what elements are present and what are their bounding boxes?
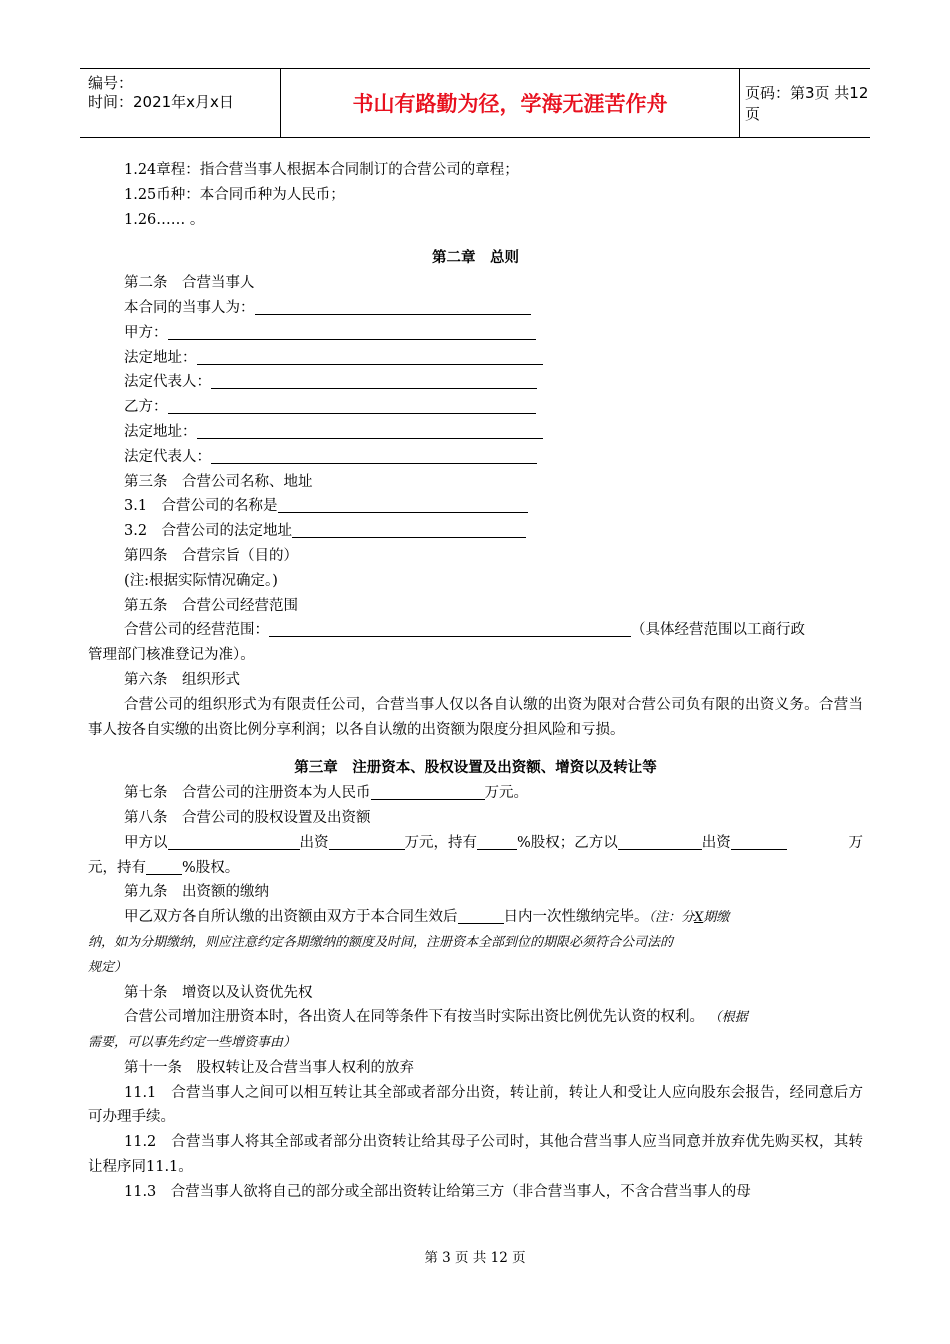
article-2-parties-line: 本合同的当事人为：: [88, 296, 863, 321]
document-number-label: 编号：: [88, 74, 134, 92]
clause-1-25: 1.25币种：本合同币种为人民币；: [124, 186, 345, 203]
blank-field[interactable]: [168, 398, 536, 414]
article-8-line-1: 甲方以 出资 万元，持有 %股权；乙方以 出资 万: [124, 834, 863, 851]
article-10-title: 第十条 增资以及认资优先权: [124, 984, 313, 1001]
article-4-note: (注:根据实际情况确定。): [124, 572, 278, 589]
page-header: [80, 68, 870, 138]
clause-1-24: 1.24章程：指合营当事人根据本合同制订的合营公司的章程；: [124, 162, 519, 178]
blank-field[interactable]: [618, 834, 702, 850]
article-10-line-1: 合营公司增加注册资本时，各出资人在同等条件下有按当时实际出资比例优先认资的权利。 （根据: [124, 1009, 748, 1026]
blank-field[interactable]: [168, 324, 536, 340]
clause-3-1: 3.1 合营公司的名称是: [88, 494, 863, 519]
blank-field[interactable]: [255, 299, 531, 315]
blank-field[interactable]: [211, 373, 537, 389]
article-5-scope-line: 合营公司的经营范围： （具体经营范围以工商行政: [124, 622, 805, 639]
article-2-title: 第二条 合营当事人: [124, 275, 255, 292]
article-9-note-line-2: 纳，如为分期缴纳，则应注意约定各期缴纳的额度及时间，注册资本全部到位的期限必须符合公司法的: [88, 934, 674, 950]
clause-3-2: 3.2 合营公司的法定地址: [88, 519, 863, 544]
party-b-address-line: 法定地址：: [88, 420, 863, 445]
document-time-label: 时间：2021年x月x日: [88, 93, 234, 111]
party-a-line: 甲方：: [88, 321, 863, 346]
blank-field[interactable]: [197, 349, 543, 365]
blank-field[interactable]: [168, 834, 300, 850]
party-b-line: 乙方：: [88, 395, 863, 420]
clause-11-2: 11.2 合营当事人将其全部或者部分出资转让给其母子公司时，其他合营当事人应当同意并放弃优先购买权，其转让程序同11.1。: [88, 1134, 863, 1176]
blank-field[interactable]: [371, 784, 485, 800]
article-4-title: 第四条 合营宗旨（目的）: [124, 547, 298, 564]
article-10-note-line-2: 需要，可以事先约定一些增资事由）: [88, 1035, 297, 1051]
article-8-title: 第八条 合营公司的股权设置及出资额: [124, 809, 371, 826]
document-body: [88, 158, 863, 1205]
clause-11-3: 11.3 合营当事人欲将自己的部分或全部出资转让给第三方（非合营当事人，不含合营当事人的母: [124, 1183, 751, 1200]
blank-field[interactable]: [731, 834, 787, 850]
article-9-title: 第九条 出资额的缴纳: [124, 884, 269, 901]
blank-field[interactable]: [292, 522, 526, 538]
header-page-number: 页码：第3页 共12页: [745, 84, 869, 123]
article-8-line-2: 元，持有 %股权。: [88, 859, 240, 876]
article-6-text: 合营公司的组织形式为有限责任公司，合营当事人仅以各自认缴的出资为限对合营公司负有限的出资义务。合营当事人按各自实缴的出资比例分享利润；以各自认缴的出资额为限度分担风险和亏损。: [88, 696, 863, 738]
blank-field[interactable]: [269, 621, 631, 637]
header-motto: 书山有路勤为径，学海无涯苦作舟: [352, 92, 668, 116]
article-9-note-line-3: 规定）: [88, 959, 128, 975]
party-a-address-line: 法定地址：: [88, 346, 863, 371]
chapter-2-heading: 第二章 总则: [432, 249, 519, 267]
blank-field[interactable]: [211, 448, 537, 464]
article-3-title: 第三条 合营公司名称、地址: [124, 473, 313, 490]
blank-field[interactable]: [146, 859, 182, 875]
article-5-scope-cont: 管理部门核准登记为准）。: [88, 647, 255, 664]
clause-11-1: 11.1 合营当事人之间可以相互转让其全部或者部分出资，转让前，转让人和受让人应向股东会报告，经同意后方可办理手续。: [88, 1084, 863, 1126]
header-info: [80, 69, 280, 137]
header-motto-cell: [280, 69, 740, 137]
party-b-rep-line: 法定代表人：: [88, 445, 863, 470]
party-a-rep-line: 法定代表人：: [88, 370, 863, 395]
page-footer: 第 3 页 共 12 页: [424, 1250, 526, 1266]
blank-field[interactable]: [329, 834, 405, 850]
article-9-line-1: 甲乙双方各自所认缴的出资额由双方于本合同生效后 日内一次性缴纳完毕。（注：分X期缴: [124, 909, 730, 926]
article-5-title: 第五条 合营公司经营范围: [124, 597, 298, 614]
article-11-title: 第十一条 股权转让及合营当事人权利的放弃: [124, 1059, 414, 1076]
clause-1-26: 1.26…… 。: [124, 211, 205, 228]
blank-field[interactable]: [197, 423, 543, 439]
chapter-3-heading: 第三章 注册资本、股权设置及出资额、增资以及转让等: [294, 759, 657, 777]
blank-field[interactable]: [458, 908, 504, 924]
article-7-line: 第七条 合营公司的注册资本为人民币 万元。: [124, 785, 528, 802]
blank-field[interactable]: [278, 497, 528, 513]
blank-field[interactable]: [477, 834, 517, 850]
article-6-title: 第六条 组织形式: [124, 671, 240, 688]
